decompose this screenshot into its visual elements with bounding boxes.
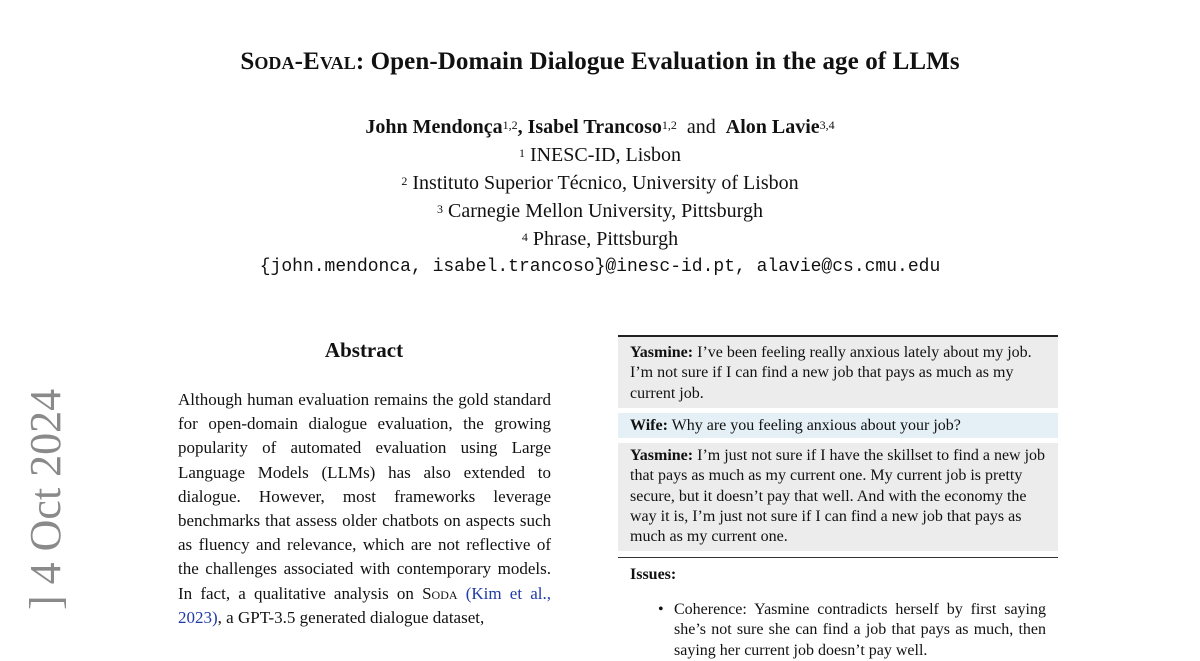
abstract-text-part-2: , a GPT-3.5 generated dialogue dataset, xyxy=(217,607,485,627)
author-and: and xyxy=(686,116,716,138)
paper-title xyxy=(0,48,1200,76)
issue-item: • Coherence: Yasmine contradicts herself by first saying she’s not sure she can find a job that pays as much, then saying her current job doesn’t pay well. xyxy=(674,600,1046,661)
affiliation-4-num: 4 xyxy=(521,230,528,244)
affiliation-3 xyxy=(0,197,1200,225)
author-name-3: Alon Lavie xyxy=(725,116,820,138)
affiliation-1 xyxy=(0,141,1200,169)
abstract-text-part-1: Although human evaluation remains the gold standard for open-domain dialogue evaluation, the growing popularity of automated evaluation using Large Language Models (LLMs) has also extended to dialogue. However, most frameworks leverage benchmarks that assess older chatbots on aspects such as fluency and relevance, which are not reflective of the challenges associated with contemporary models. In fact, a qualitative analysis on xyxy=(178,390,551,603)
affiliation-4-text: Phrase, Pittsburgh xyxy=(532,228,679,250)
affiliation-3-text: Carnegie Mellon University, Pittsburgh xyxy=(448,200,763,222)
affiliation-2-text: Instituto Superior Técnico, University of Lisbon xyxy=(412,172,799,194)
utterance-text: Why are you feeling anxious about your job? xyxy=(667,416,961,434)
arxiv-stamp: ] 4 Oct 2024 xyxy=(21,388,70,610)
author-separator: , xyxy=(517,116,528,138)
author-name-2: Isabel Trancoso xyxy=(527,116,662,138)
author-affil-3: 3,4 xyxy=(819,118,835,132)
abstract-soda-term: Soda xyxy=(422,583,458,603)
dialogue-figure xyxy=(618,335,1058,661)
dialogue-turn-2 xyxy=(618,413,1058,438)
author-affil-2: 1,2 xyxy=(661,118,677,132)
utterance-text: I’m just not sure if I have the skillset to find a new job that pays as much as my current one. My current job is pretty secure, but it doesn’t pay that well. And with the economy the way it is, I’m just not sure if I can find a new job that pays as much as my current one. xyxy=(630,447,1046,546)
title-rest: : Open-Domain Dialogue Evaluation in the age of LLMs xyxy=(355,48,960,75)
affiliation-4 xyxy=(0,225,1200,253)
author-line xyxy=(0,113,1200,141)
title-smallcaps: Soda-Eval xyxy=(240,48,356,75)
affiliation-1-text: INESC-ID, Lisbon xyxy=(529,144,682,166)
citation-link[interactable]: (Kim et al., 2023) xyxy=(178,583,552,627)
speaker-name: Yasmine: xyxy=(630,447,694,465)
affiliation-2-num: 2 xyxy=(401,174,408,188)
speaker-name: Wife: xyxy=(630,416,668,434)
author-name-1: John Mendonça xyxy=(365,116,503,138)
author-block xyxy=(0,113,1200,281)
utterance-text: I’ve been feeling really anxious lately about my job. I’m not sure if I can find a new job that pays as much as my current job. xyxy=(630,344,1032,402)
speaker-name: Yasmine: xyxy=(630,344,694,361)
author-affil-1: 1,2 xyxy=(502,118,518,132)
abstract-text xyxy=(178,388,551,630)
issues-list xyxy=(618,585,1058,661)
affiliation-2 xyxy=(0,169,1200,197)
abstract-heading: Abstract xyxy=(324,338,404,362)
affiliation-3-num: 3 xyxy=(437,202,443,216)
dialogue-turn-1 xyxy=(618,337,1058,408)
issues-heading: Issues: xyxy=(630,565,677,583)
author-emails: {john.mendonca, isabel.trancoso}@inesc-id.pt, alavie@cs.cmu.edu xyxy=(259,257,941,277)
dialogue-turn-3 xyxy=(618,443,1058,550)
affiliation-1-num: 1 xyxy=(518,146,525,160)
